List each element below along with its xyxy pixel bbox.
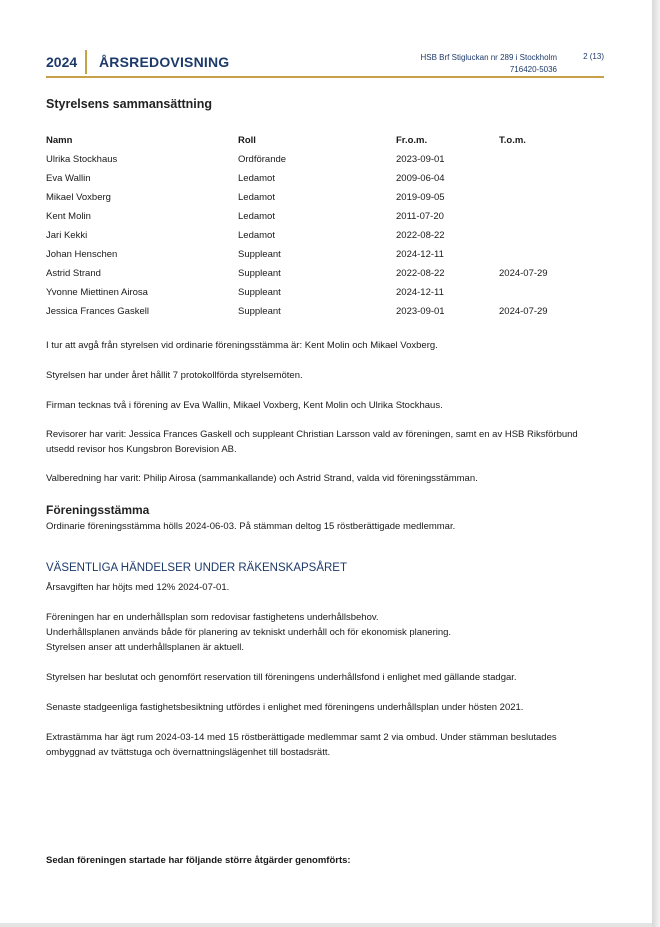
table-row: [46, 173, 606, 192]
member-role: Ledamot: [238, 211, 275, 222]
header-title: ÅRSREDOVISNING: [99, 54, 230, 70]
table-row: [46, 306, 606, 325]
meetings-paragraph: Styrelsen har under året hållit 7 protokollförda styrelsemöten.: [46, 370, 303, 381]
major-measures-heading: Sedan föreningen startade har följande större åtgärder genomförts:: [46, 855, 351, 866]
member-role: Suppleant: [238, 306, 281, 317]
rotation-paragraph: I tur att avgå från styrelsen vid ordinarie föreningsstämma är: Kent Molin och Mikael Voxberg.: [46, 340, 438, 351]
member-from: 2023-09-01: [396, 306, 445, 317]
member-from: 2023-09-01: [396, 154, 445, 165]
table-header-row: [46, 135, 606, 154]
table-row: [46, 230, 606, 249]
member-name: Eva Wallin: [46, 173, 91, 184]
extra-meeting-paragraph: [46, 730, 608, 760]
table-row: [46, 249, 606, 268]
inspection-paragraph: Senaste stadgeenliga fastighetsbesiktning utfördes i enlighet med föreningens underhållsplan under hösten 2021.: [46, 702, 524, 713]
extra-meeting-line-1: Extrastämma har ägt rum 2024-03-14 med 15 röstberättigade medlemmar samt 2 via ombud. Under stämman beslutades: [46, 732, 557, 743]
signatory-paragraph: Firman tecknas två i förening av Eva Wallin, Mikael Voxberg, Kent Molin och Ulrika Stockhaus.: [46, 400, 443, 411]
member-role: Ledamot: [238, 230, 275, 241]
auditors-line-2: utsedd revisor hos Kungsbron Borevision AB.: [46, 444, 237, 455]
member-role: Ledamot: [238, 173, 275, 184]
reservation-paragraph: Styrelsen har beslutat och genomfört reservation till föreningens underhållsfond i enlighet med gällande stadgar.: [46, 672, 517, 683]
column-header-from: Fr.o.m.: [396, 135, 428, 146]
member-from: 2022-08-22: [396, 268, 445, 279]
meeting-heading: Föreningsstämma: [46, 503, 150, 517]
table-row: [46, 192, 606, 211]
maintenance-plan-paragraph: [46, 610, 608, 655]
column-header-role: Roll: [238, 135, 256, 146]
table-row: [46, 154, 606, 173]
page-header: [46, 50, 604, 78]
member-name: Ulrika Stockhaus: [46, 154, 118, 165]
member-to: 2024-07-29: [499, 268, 548, 279]
auditors-line-1: Revisorer har varit: Jessica Frances Gaskell och suppleant Christian Larsson vald av föreningen, samt en av HSB Riksförbund: [46, 429, 578, 440]
header-org-number: 716420-5036: [509, 65, 557, 74]
member-name: Astrid Strand: [46, 268, 101, 279]
header-year: 2024: [46, 54, 78, 70]
table-row: [46, 211, 606, 230]
fee-paragraph: Årsavgiften har höjts med 12% 2024-07-01.: [46, 582, 230, 593]
auditors-paragraph: [46, 427, 608, 457]
header-page-number: 2 (13): [583, 52, 604, 61]
nomination-paragraph: Valberedning har varit: Philip Airosa (sammankallande) och Astrid Strand, valda vid föreningsstämman.: [46, 473, 478, 484]
table-row: [46, 268, 606, 287]
member-name: Jari Kekki: [46, 230, 88, 241]
member-role: Suppleant: [238, 249, 281, 260]
page-bottom-edge: [0, 923, 652, 927]
member-name: Jessica Frances Gaskell: [46, 306, 149, 317]
page-edge-shadow: [652, 0, 660, 927]
header-org-name: HSB Brf Stigluckan nr 289 i Stockholm: [420, 53, 557, 62]
maintenance-line-2: Underhållsplanen används både för planering av tekniskt underhåll och för ekonomisk planering.: [46, 627, 452, 638]
events-heading: VÄSENTLIGA HÄNDELSER UNDER RÄKENSKAPSÅRET: [46, 562, 347, 574]
meeting-paragraph: Ordinarie föreningsstämma hölls 2024-06-03. På stämman deltog 15 röstberättigade medlemmar.: [46, 521, 456, 532]
member-from: 2019-09-05: [396, 192, 445, 203]
header-organization: [420, 52, 557, 76]
header-separator: [85, 50, 87, 74]
member-from: 2024-12-11: [396, 249, 444, 260]
member-name: Yvonne Miettinen Airosa: [46, 287, 148, 298]
member-to: 2024-07-29: [499, 306, 548, 317]
member-name: Kent Molin: [46, 211, 91, 222]
member-role: Ledamot: [238, 192, 275, 203]
member-from: 2024-12-11: [396, 287, 444, 298]
member-role: Ordförande: [238, 154, 287, 165]
table-row: [46, 287, 606, 306]
board-section-title: Styrelsens sammansättning: [46, 97, 213, 111]
member-name: Johan Henschen: [46, 249, 118, 260]
column-header-name: Namn: [46, 135, 73, 146]
member-from: 2022-08-22: [396, 230, 445, 241]
extra-meeting-line-2: ombyggnad av tvättstuga och övernattningslägenhet till bostadsrätt.: [46, 747, 331, 758]
member-role: Suppleant: [238, 287, 281, 298]
member-name: Mikael Voxberg: [46, 192, 111, 203]
member-from: 2011-07-20: [396, 211, 444, 222]
member-from: 2009-06-04: [396, 173, 445, 184]
header-rule: [46, 76, 604, 78]
board-table: [46, 135, 606, 325]
column-header-to: T.o.m.: [499, 135, 526, 146]
maintenance-line-3: Styrelsen anser att underhållsplanen är aktuell.: [46, 642, 245, 653]
member-role: Suppleant: [238, 268, 281, 279]
maintenance-line-1: Föreningen har en underhållsplan som redovisar fastighetens underhållsbehov.: [46, 612, 379, 623]
